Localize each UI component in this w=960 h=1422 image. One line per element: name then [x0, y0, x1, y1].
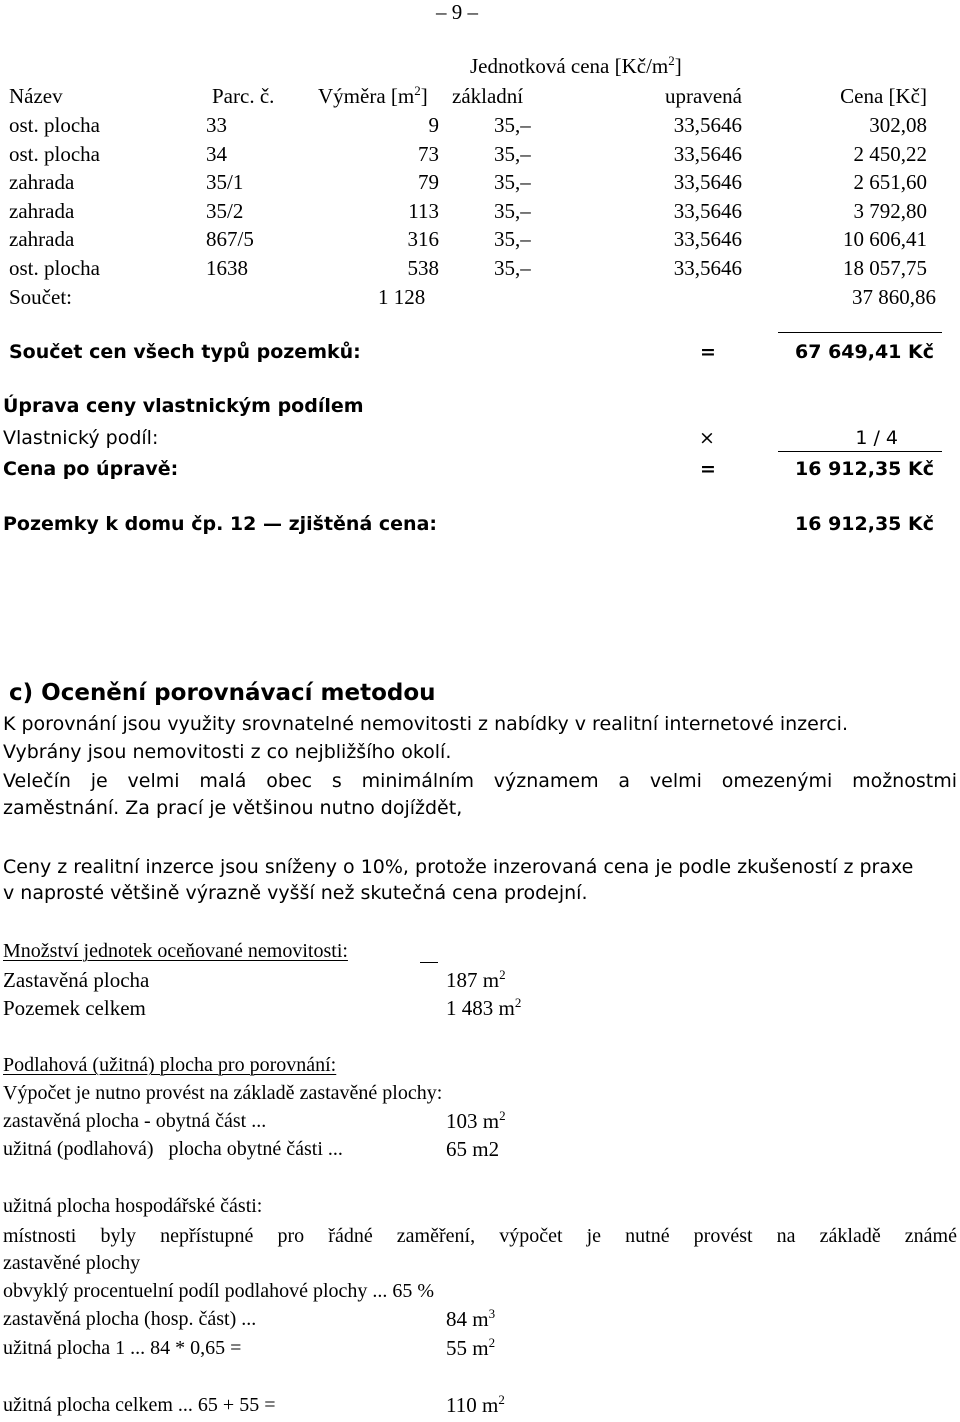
cell-base: 35,– [494, 199, 531, 223]
res-usable-value: 65 m2 [446, 1137, 500, 1161]
cell-base: 35,– [494, 227, 531, 251]
cell-name: zahrada [9, 170, 75, 194]
sum-price: 37 860,86 [852, 285, 936, 309]
farm-line2: zastavěné plochy [3, 1252, 141, 1274]
final-label: Pozemky k domu čp. 12 — zjištěná cena: [3, 513, 437, 535]
cell-adjusted: 33,5646 [673, 170, 742, 194]
farm-built-value: 84 $m^3$ [446, 1306, 496, 1331]
built-label: Zastavěná plocha [3, 968, 150, 992]
cell-parcel: 34 [206, 142, 227, 166]
cell-parcel: 1638 [206, 256, 248, 280]
after-rule [778, 451, 942, 452]
col-header-adjusted: upravená [665, 84, 742, 108]
cell-base: 35,– [494, 256, 531, 280]
built-value: 187 $m^2$ [446, 967, 506, 992]
res-built-value: 103 $m^2$ [446, 1108, 506, 1133]
cell-price: 18 057,75 [843, 256, 927, 280]
farm-heading: užitná plocha hospodářské části: [3, 1195, 263, 1217]
section-c-line2: Vybrány jsou nemovitosti z co nejbližšího okolí. [3, 741, 452, 763]
floor-calc: Výpočet je nutno provést na základě zastavěné plochy: [3, 1082, 443, 1104]
share-value: 1 / 4 [855, 427, 898, 449]
after-eq: = [700, 458, 716, 480]
adjust-heading: Úprava ceny vlastnickým podílem [3, 395, 364, 417]
total-label: Součet cen všech typů pozemků: [9, 341, 361, 363]
cell-adjusted: 33,5646 [673, 142, 742, 166]
cell-price: 2 450,22 [853, 142, 927, 166]
cell-parcel: 35/2 [206, 199, 244, 223]
cell-area: 538 [407, 256, 439, 280]
cell-price: 3 792,80 [853, 199, 927, 223]
cell-adjusted: 33,5646 [673, 227, 742, 251]
land-label: Pozemek celkem [3, 996, 146, 1020]
cell-area: 79 [418, 170, 439, 194]
para1-line1: Ceny z realitní inzerce jsou sníženy o 10%, protože inzerovaná cena je podle zkušeností z praxe [3, 856, 914, 878]
usable-total-label: užitná plocha celkem ... 65 + 55 = [3, 1394, 276, 1416]
cell-base: 35,– [494, 142, 531, 166]
section-c-heading: c) Ocenění porovnávací metodou [9, 680, 436, 706]
sum-label: Součet: [9, 285, 72, 309]
para1-line2: v naprosté většině výrazně vyšší než skutečná cena prodejní. [3, 882, 588, 904]
units-heading: Množství jednotek oceňované nemovitosti: [3, 940, 348, 962]
cell-price: 10 606,41 [843, 227, 927, 251]
farm-usable-label: užitná plocha 1 ... 84 * 0,65 = [3, 1337, 242, 1359]
unit-price-group-header: Jednotková cena $[Kč/m^2]$ [470, 53, 682, 78]
cell-name: ost. plocha [9, 142, 100, 166]
land-value: 1 483 $m^2$ [446, 995, 522, 1020]
cell-adjusted: 33,5646 [673, 256, 742, 280]
total-eq: = [700, 341, 716, 363]
cell-area: 9 [428, 113, 439, 137]
total-rule [778, 332, 942, 333]
after-value: 16 912,35 Kč [795, 458, 934, 480]
floor-heading: Podlahová (užitná) plocha pro porovnání: [3, 1054, 337, 1076]
cell-parcel: 35/1 [206, 170, 244, 194]
cell-adjusted: 33,5646 [673, 199, 742, 223]
share-op: × [699, 427, 715, 449]
section-c-line3a: Velečín je velmi malá obec s minimálním významem a velmi omezenými možnostmi [3, 770, 957, 792]
cell-base: 35,– [494, 170, 531, 194]
total-value: 67 649,41 Kč [795, 341, 934, 363]
farm-line3: obvyklý procentuelní podíl podlahové plochy ... 65 % [3, 1280, 435, 1302]
cell-parcel: 33 [206, 113, 227, 137]
cell-area: 73 [418, 142, 439, 166]
section-c-line3b: zaměstnání. Za prací je většinou nutno dojíždět, [3, 797, 463, 819]
cell-area: 113 [408, 199, 439, 223]
after-label: Cena po úpravě: [3, 458, 179, 480]
col-header-base: základní [452, 84, 524, 108]
cell-price: 302,08 [869, 113, 927, 137]
cell-name: zahrada [9, 227, 75, 251]
usable-total-value: 110 $m^2$ [446, 1392, 505, 1417]
final-value: 16 912,35 Kč [795, 513, 934, 535]
cell-parcel: 867/5 [206, 227, 254, 251]
farm-line1: místnosti byly nepřístupné pro řádné zaměření, výpočet je nutné provést na základě známé [3, 1225, 957, 1247]
res-usable-label: užitná (podlahová) plocha obytné části ... [3, 1138, 343, 1160]
cell-adjusted: 33,5646 [673, 113, 742, 137]
units-heading-rule [420, 962, 438, 963]
cell-name: ost. plocha [9, 256, 100, 280]
cell-area: 316 [407, 227, 439, 251]
farm-usable-value: 55 $m^2$ [446, 1335, 496, 1360]
col-header-price: Cena [Kč] [840, 84, 927, 108]
page-number: – 9 – [436, 0, 478, 24]
farm-built-label: zastavěná plocha (hosp. část) ... [3, 1308, 257, 1330]
col-header-area: Výměra $[m^2]$ [318, 83, 428, 108]
cell-base: 35,– [494, 113, 531, 137]
cell-name: ost. plocha [9, 113, 100, 137]
share-label: Vlastnický podíl: [3, 427, 159, 449]
section-c-line1: K porovnání jsou využity srovnatelné nemovitosti z nabídky v realitní internetové inzerci. [3, 713, 848, 735]
res-built-label: zastavěná plocha - obytná část ... [3, 1110, 267, 1132]
cell-name: zahrada [9, 199, 75, 223]
col-header-name: Název [9, 84, 63, 108]
col-header-parcel: Parc. č. [212, 84, 275, 108]
cell-price: 2 651,60 [853, 170, 927, 194]
sum-area: 1 128 [378, 285, 426, 309]
